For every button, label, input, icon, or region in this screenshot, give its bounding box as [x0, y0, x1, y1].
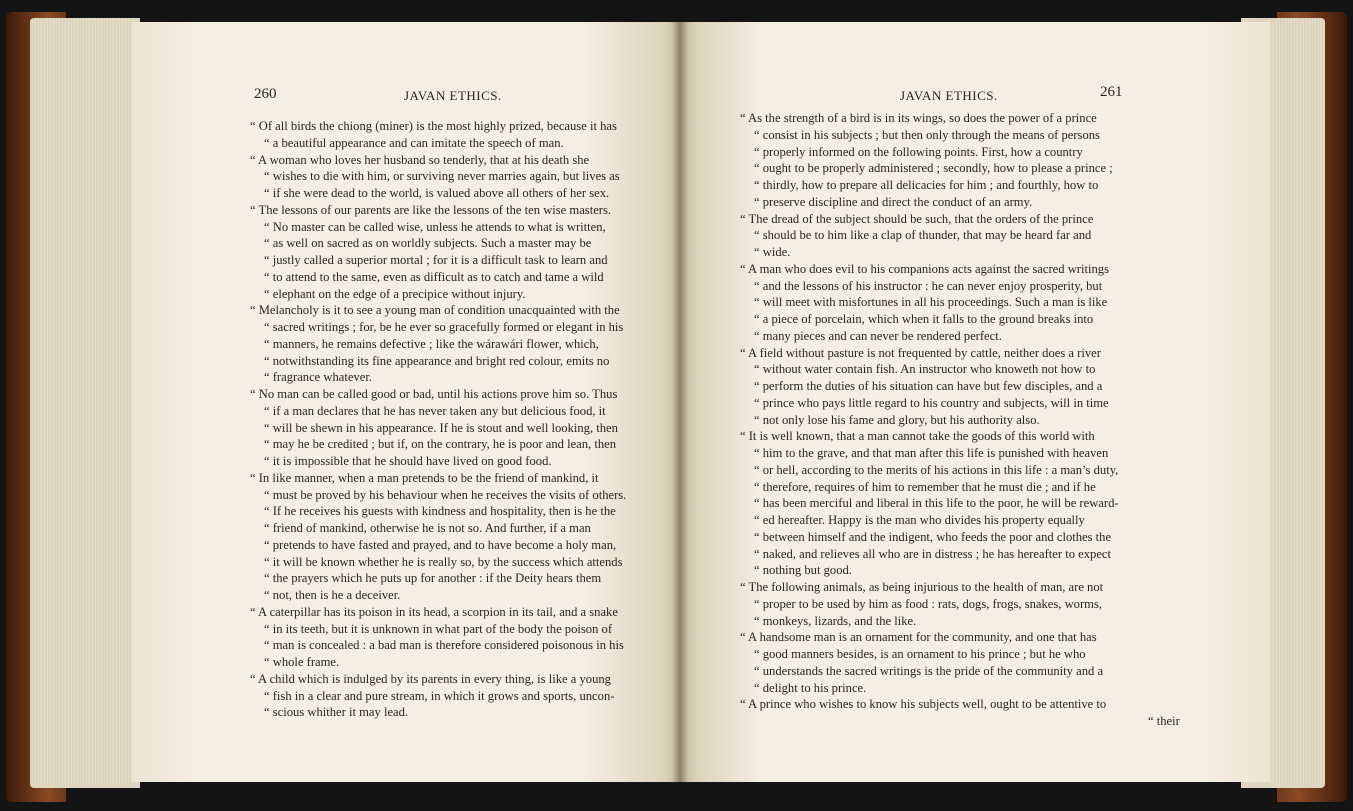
text-line: “ will meet with misfortunes in all his proceedings. Such a man is like	[754, 295, 1108, 310]
text-line: “ not, then is he a deceiver.	[264, 588, 401, 602]
text-line: “ It is well known, that a man cannot take the goods of this world with	[740, 429, 1095, 444]
text-line: “ pretends to have fasted and prayed, and to have become a holy man,	[264, 537, 617, 552]
text-line: “ him to the grave, and that man after this life is punished with heaven	[754, 446, 1109, 460]
text-line: “ fish in a clear and pure stream, in which it grows and sports, uncon-	[264, 688, 615, 703]
text-line: “ If he receives his guests with kindness and hospitality, then is he the	[264, 504, 616, 519]
text-line: “ sacred writings ; for, be he ever so gracefully formed or elegant in his	[264, 320, 624, 334]
text-line: “ The following animals, as being injurious to the health of man, are not	[740, 580, 1104, 594]
text-line: “ whole frame.	[264, 655, 340, 669]
text-line: “ notwithstanding its fine appearance and bright red colour, emits no	[264, 353, 610, 368]
text-line: “ consist in his subjects ; but then only through the means of persons	[754, 127, 1100, 142]
text-line: “ to attend to the same, even as difficult as to catch and tame a wild	[264, 269, 604, 284]
text-line: “ the prayers which he puts up for another : if the Deity hears them	[264, 571, 602, 586]
right-page-number: 261	[1100, 84, 1123, 100]
text-line: “ wide.	[754, 245, 791, 259]
text-line: “ The lessons of our parents are like the lessons of the ten wise masters.	[250, 202, 612, 217]
book-gutter	[672, 22, 688, 782]
text-line: “ preserve discipline and direct the conduct of an army.	[754, 194, 1033, 209]
page-edges-left	[30, 18, 140, 788]
text-line: “ must be proved by his behaviour when he receives the visits of others.	[264, 487, 627, 502]
text-line: “ good manners besides, is an ornament to his prince ; but he who	[754, 647, 1086, 661]
text-line: “ manners, he remains defective ; like the wárawári flower, which,	[264, 336, 599, 351]
text-line: “ proper to be used by him as food : rats, dogs, frogs, snakes, worms,	[754, 596, 1103, 611]
text-line: “ A field without pasture is not frequented by cattle, neither does a river	[740, 345, 1101, 360]
text-line: “ ought to be properly administered ; secondly, how to please a prince ;	[754, 161, 1113, 176]
text-line: “ scious whither it may lead.	[264, 705, 409, 720]
text-line: “ man is concealed : a bad man is therefore considered poisonous in his	[264, 638, 624, 653]
text-line: “ properly informed on the following points. First, how a country	[754, 144, 1083, 159]
text-line: “ ed hereafter. Happy is the man who divides his property equally	[754, 513, 1085, 527]
text-line: “ In like manner, when a man pretends to be the friend of mankind, it	[250, 470, 599, 485]
text-line: “ it will be known whether he is really so, by the success which attends	[264, 554, 623, 569]
text-line: “ a piece of porcelain, which when it falls to the ground breaks into	[754, 312, 1094, 326]
text-line: “ A man who does evil to his companions acts against the sacred writings	[740, 261, 1109, 276]
text-line: “ it is impossible that he should have lived on good food.	[264, 454, 552, 468]
text-line: “ A handsome man is an ornament for the community, and one that has	[740, 630, 1097, 645]
text-line: “ A child which is indulged by its parents in every thing, is like a young	[250, 671, 611, 686]
text-line: “ if a man declares that he has never taken any but delicious food, it	[264, 403, 606, 418]
text-line: “ in its teeth, but it is unknown in what part of the body the poison of	[264, 621, 613, 636]
text-line: “ and the lessons of his instructor : he can never enjoy prosperity, but	[754, 278, 1103, 293]
right-page-text	[740, 110, 1119, 713]
left-page-text	[250, 118, 626, 721]
text-line: “ A caterpillar has its poison in its head, a scorpion in its tail, and a snake	[250, 604, 618, 619]
text-line: “ monkeys, lizards, and the like.	[754, 613, 917, 628]
text-line: “ thirdly, how to prepare all delicacies for him ; and fourthly, how to	[754, 178, 1099, 192]
text-line: “ therefore, requires of him to remember that he must die ; and if he	[754, 479, 1096, 494]
text-line: “ Melancholy is it to see a young man of condition unacquainted with the	[250, 303, 620, 318]
text-line: “ fragrance whatever.	[264, 370, 373, 385]
right-running-head: JAVAN ETHICS.	[900, 88, 998, 103]
left-running-head: JAVAN ETHICS.	[404, 88, 502, 103]
catchword: “ their	[1148, 714, 1180, 728]
text-line: “ No man can be called good or bad, until his actions prove him so. Thus	[250, 387, 618, 401]
text-line: “ has been merciful and liberal in this life to the poor, he will be reward-	[754, 496, 1119, 511]
text-line: “ will be shewn in his appearance. If he is stout and well looking, then	[264, 420, 618, 435]
text-line: “ not only lose his fame and glory, but his authority also.	[754, 412, 1040, 427]
text-line: “ between himself and the indigent, who feeds the poor and clothes the	[754, 529, 1112, 544]
right-page	[680, 22, 1270, 782]
text-line: “ a beautiful appearance and can imitate the speech of man.	[264, 135, 564, 150]
text-line: “ A prince who wishes to know his subjects well, ought to be attentive to	[740, 697, 1107, 712]
left-page	[132, 22, 680, 782]
text-line: “ should be to him like a clap of thunder, that may be heard far and	[754, 228, 1092, 243]
text-line: “ may he be credited ; but if, on the contrary, he is poor and lean, then	[264, 437, 617, 452]
text-line: “ if she were dead to the world, is valued above all others of her sex.	[264, 186, 610, 200]
text-line: “ perform the duties of his situation can have but few disciples, and a	[754, 379, 1103, 393]
text-line: “ A woman who loves her husband so tenderly, that at his death she	[250, 152, 590, 167]
text-line: “ many pieces and can never be rendered perfect.	[754, 328, 1002, 343]
text-line: “ The dread of the subject should be such, that the orders of the prince	[740, 211, 1094, 226]
text-line: “ prince who pays little regard to his country and subjects, will in time	[754, 395, 1109, 410]
text-line: “ No master can be called wise, unless he attends to what is written,	[264, 219, 606, 234]
text-line: “ friend of mankind, otherwise he is not so. And further, if a man	[264, 521, 591, 535]
text-line: “ wishes to die with him, or surviving never marries again, but lives as	[264, 169, 620, 184]
text-line: “ nothing but good.	[754, 563, 852, 578]
text-line: “ elephant on the edge of a precipice without injury.	[264, 286, 526, 301]
text-line: “ or hell, according to the merits of his actions in this life : a man’s duty,	[754, 462, 1119, 477]
text-line: “ justly called a superior mortal ; for it is a difficult task to learn and	[264, 253, 608, 267]
text-line: “ understands the sacred writings is the pride of the community and a	[754, 663, 1104, 678]
text-line: “ without water contain fish. An instructor who knoweth not how to	[754, 362, 1096, 377]
text-line: “ delight to his prince.	[754, 680, 867, 695]
text-line: “ naked, and relieves all who are in distress ; he has hereafter to expect	[754, 546, 1112, 561]
left-page-number: 260	[254, 86, 277, 102]
text-line: “ as well on sacred as on worldly subjects. Such a master may be	[264, 236, 592, 251]
text-line: “ Of all birds the chiong (miner) is the most highly prized, because it has	[250, 119, 617, 133]
text-line: “ As the strength of a bird is in its wings, so does the power of a prince	[740, 111, 1097, 125]
